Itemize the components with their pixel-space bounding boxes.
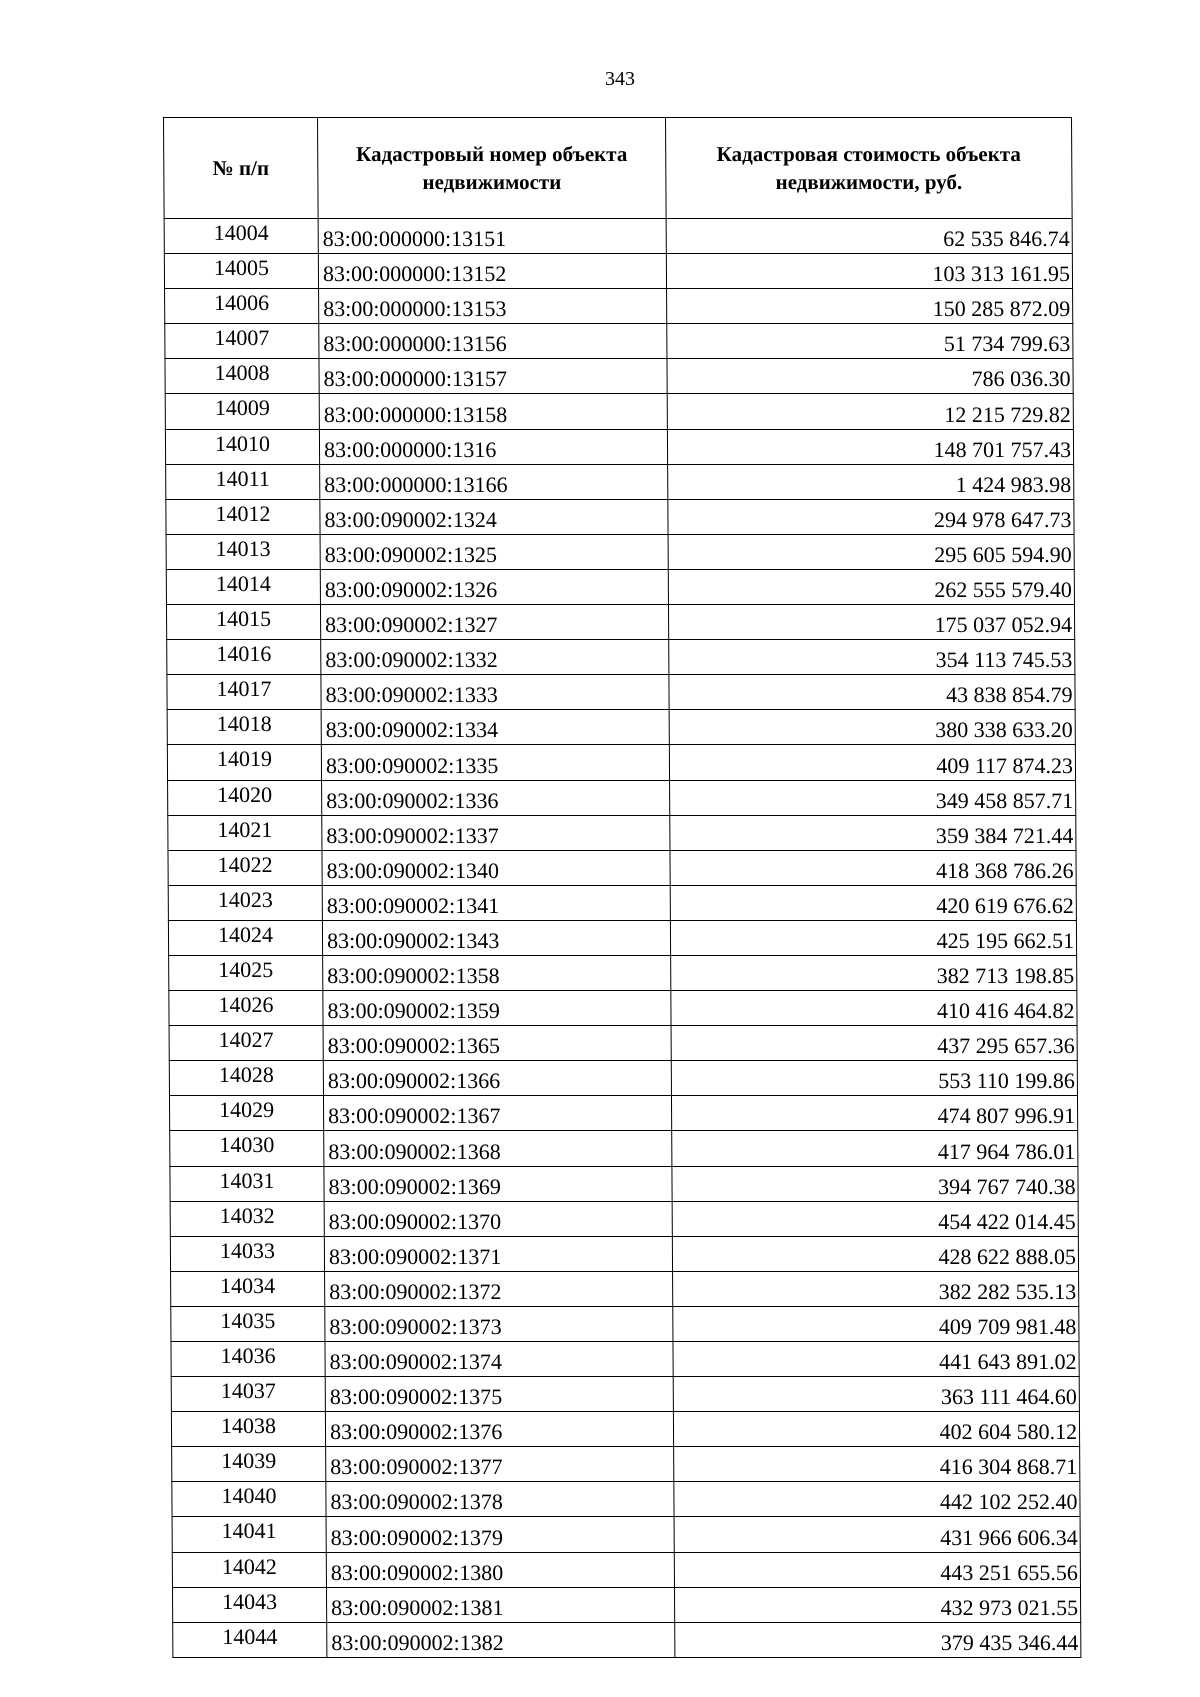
row-number-cell: 14008 [165, 359, 319, 394]
cadastral-number-cell: 83:00:000000:13153 [319, 289, 667, 324]
cadastral-value-cell: 359 384 721.44 [670, 815, 1076, 850]
row-number-cell: 14018 [167, 710, 321, 745]
table-row [171, 1412, 1079, 1447]
table-row [172, 1587, 1080, 1622]
row-number-cell: 14023 [168, 885, 322, 920]
table-row [169, 1026, 1077, 1061]
cadastral-number-cell: 83:00:090002:1377 [326, 1447, 674, 1482]
cadastral-value-cell: 62 535 846.74 [666, 219, 1072, 254]
cadastral-value-cell: 416 304 868.71 [674, 1447, 1080, 1482]
cadastral-value-cell: 349 458 857.71 [670, 780, 1076, 815]
cadastral-number-cell: 83:00:090002:1333 [321, 675, 669, 710]
cadastral-number-cell: 83:00:090002:1335 [321, 745, 669, 780]
cadastral-number-cell: 83:00:090002:1359 [323, 991, 671, 1026]
table-row [164, 219, 1072, 254]
cadastral-value-cell: 432 973 021.55 [674, 1587, 1080, 1622]
cadastral-value-cell: 786 036.30 [667, 359, 1073, 394]
row-number-cell: 14007 [165, 324, 319, 359]
table-row [170, 1131, 1078, 1166]
cadastral-number-cell: 83:00:000000:13166 [320, 464, 668, 499]
table-row [169, 991, 1077, 1026]
cadastral-number-cell: 83:00:090002:1341 [322, 885, 670, 920]
table-row [165, 429, 1073, 464]
row-number-cell: 14014 [166, 569, 320, 604]
cadastral-value-cell: 175 037 052.94 [668, 605, 1074, 640]
table-row [171, 1271, 1079, 1306]
cadastral-number-cell: 83:00:000000:13157 [319, 359, 667, 394]
table-row [166, 605, 1074, 640]
row-number-cell: 14037 [171, 1377, 325, 1412]
table-row [172, 1552, 1080, 1587]
cadastral-value-cell: 379 435 346.44 [675, 1622, 1081, 1657]
cadastral-value-cell: 431 966 606.34 [674, 1517, 1080, 1552]
cadastral-number-cell: 83:00:090002:1332 [321, 640, 669, 675]
cadastral-number-cell: 83:00:090002:1372 [325, 1271, 673, 1306]
table-row [165, 289, 1073, 324]
header-cadastral-number: Кадастровый номер объекта недвижимости [318, 118, 667, 219]
row-number-cell: 14004 [164, 219, 318, 254]
cadastral-value-cell: 354 113 745.53 [669, 640, 1075, 675]
row-number-cell: 14024 [168, 920, 322, 955]
cadastral-table-container [163, 117, 1081, 1658]
cadastral-value-cell: 103 313 161.95 [666, 254, 1072, 289]
row-number-cell: 14038 [171, 1412, 325, 1447]
cadastral-value-cell: 454 422 014.45 [672, 1201, 1078, 1236]
cadastral-number-cell: 83:00:090002:1358 [323, 955, 671, 990]
row-number-cell: 14026 [169, 991, 323, 1026]
cadastral-number-cell: 83:00:090002:1367 [323, 1096, 671, 1131]
table-row [172, 1517, 1080, 1552]
cadastral-value-cell: 363 111 464.60 [673, 1377, 1079, 1412]
row-number-cell: 14027 [169, 1026, 323, 1061]
cadastral-value-cell: 409 709 981.48 [673, 1306, 1079, 1341]
cadastral-number-cell: 83:00:000000:13158 [319, 394, 667, 429]
table-row [165, 359, 1073, 394]
row-number-cell: 14012 [166, 499, 320, 534]
cadastral-number-cell: 83:00:090002:1326 [320, 569, 668, 604]
cadastral-value-cell: 441 643 891.02 [673, 1342, 1079, 1377]
row-number-cell: 14029 [169, 1096, 323, 1131]
table-row [169, 1096, 1077, 1131]
cadastral-value-cell: 148 701 757.43 [667, 429, 1073, 464]
cadastral-value-cell: 442 102 252.40 [674, 1482, 1080, 1517]
header-row-number: № п/п [164, 118, 319, 219]
row-number-cell: 14039 [172, 1447, 326, 1482]
cadastral-value-cell: 409 117 874.23 [669, 745, 1075, 780]
table-row [171, 1342, 1079, 1377]
cadastral-number-cell: 83:00:090002:1378 [326, 1482, 674, 1517]
cadastral-number-cell: 83:00:090002:1334 [321, 710, 669, 745]
cadastral-number-cell: 83:00:090002:1337 [322, 815, 670, 850]
cadastral-number-cell: 83:00:090002:1380 [326, 1552, 674, 1587]
cadastral-value-cell: 394 767 740.38 [672, 1166, 1078, 1201]
cadastral-number-cell: 83:00:090002:1379 [326, 1517, 674, 1552]
table-row [172, 1447, 1080, 1482]
row-number-cell: 14010 [165, 429, 319, 464]
cadastral-value-cell: 425 195 662.51 [670, 920, 1076, 955]
table-row [166, 569, 1074, 604]
row-number-cell: 14042 [172, 1552, 326, 1587]
row-number-cell: 14035 [171, 1306, 325, 1341]
table-row [169, 1061, 1077, 1096]
table-row [170, 1201, 1078, 1236]
cadastral-value-cell: 294 978 647.73 [668, 499, 1074, 534]
table-row [166, 464, 1074, 499]
row-number-cell: 14006 [165, 289, 319, 324]
table-row [171, 1306, 1079, 1341]
table-row [168, 885, 1076, 920]
cadastral-number-cell: 83:00:090002:1374 [325, 1342, 673, 1377]
table-header-row [164, 118, 1073, 219]
cadastral-number-cell: 83:00:090002:1365 [323, 1026, 671, 1061]
cadastral-value-cell: 553 110 199.86 [671, 1061, 1077, 1096]
cadastral-value-cell: 474 807 996.91 [671, 1096, 1077, 1131]
cadastral-value-cell: 43 838 854.79 [669, 675, 1075, 710]
row-number-cell: 14025 [169, 955, 323, 990]
cadastral-number-cell: 83:00:090002:1324 [320, 499, 668, 534]
row-number-cell: 14043 [172, 1587, 326, 1622]
row-number-cell: 14041 [172, 1517, 326, 1552]
cadastral-value-cell: 418 368 786.26 [670, 850, 1076, 885]
cadastral-number-cell: 83:00:000000:13152 [318, 254, 666, 289]
cadastral-value-cell: 382 713 198.85 [671, 955, 1077, 990]
cadastral-value-cell: 12 215 729.82 [667, 394, 1073, 429]
row-number-cell: 14020 [168, 780, 322, 815]
table-row [165, 324, 1073, 359]
row-number-cell: 14036 [171, 1342, 325, 1377]
table-row [172, 1482, 1080, 1517]
cadastral-value-cell: 402 604 580.12 [673, 1412, 1079, 1447]
cadastral-value-cell: 262 555 579.40 [668, 569, 1074, 604]
row-number-cell: 14015 [166, 605, 320, 640]
table-row [169, 955, 1077, 990]
table-row [167, 710, 1075, 745]
cadastral-number-cell: 83:00:000000:1316 [319, 429, 667, 464]
cadastral-value-cell: 1 424 983.98 [668, 464, 1074, 499]
table-row [164, 254, 1072, 289]
row-number-cell: 14030 [170, 1131, 324, 1166]
table-row [167, 745, 1075, 780]
table-row [167, 640, 1075, 675]
table-row [166, 499, 1074, 534]
cadastral-value-cell: 443 251 655.56 [674, 1552, 1080, 1587]
cadastral-value-table [163, 117, 1081, 1658]
table-row [168, 850, 1076, 885]
cadastral-number-cell: 83:00:000000:13156 [319, 324, 667, 359]
table-row [167, 675, 1075, 710]
cadastral-number-cell: 83:00:090002:1327 [320, 605, 668, 640]
cadastral-number-cell: 83:00:090002:1366 [323, 1061, 671, 1096]
table-row [166, 534, 1074, 569]
row-number-cell: 14044 [173, 1622, 327, 1657]
table-row [165, 394, 1073, 429]
cadastral-number-cell: 83:00:090002:1382 [327, 1622, 675, 1657]
cadastral-value-cell: 51 734 799.63 [667, 324, 1073, 359]
cadastral-value-cell: 410 416 464.82 [671, 991, 1077, 1026]
cadastral-value-cell: 380 338 633.20 [669, 710, 1075, 745]
header-cadastral-value: Кадастровая стоимость объекта недвижимости, руб. [666, 118, 1073, 219]
cadastral-number-cell: 83:00:090002:1381 [326, 1587, 674, 1622]
cadastral-number-cell: 83:00:090002:1368 [324, 1131, 672, 1166]
cadastral-number-cell: 83:00:090002:1343 [322, 920, 670, 955]
cadastral-value-cell: 428 622 888.05 [672, 1236, 1078, 1271]
cadastral-value-cell: 150 285 872.09 [667, 289, 1073, 324]
row-number-cell: 14028 [169, 1061, 323, 1096]
page-number: 343 [605, 68, 635, 90]
row-number-cell: 14005 [164, 254, 318, 289]
row-number-cell: 14013 [166, 534, 320, 569]
table-row [170, 1166, 1078, 1201]
cadastral-value-cell: 417 964 786.01 [672, 1131, 1078, 1166]
cadastral-number-cell: 83:00:090002:1373 [325, 1306, 673, 1341]
cadastral-number-cell: 83:00:090002:1370 [324, 1201, 672, 1236]
cadastral-number-cell: 83:00:090002:1340 [322, 850, 670, 885]
cadastral-number-cell: 83:00:090002:1375 [325, 1377, 673, 1412]
row-number-cell: 14033 [170, 1236, 324, 1271]
cadastral-number-cell: 83:00:090002:1336 [322, 780, 670, 815]
table-row [171, 1377, 1079, 1412]
cadastral-number-cell: 83:00:090002:1369 [324, 1166, 672, 1201]
row-number-cell: 14009 [165, 394, 319, 429]
row-number-cell: 14022 [168, 850, 322, 885]
cadastral-value-cell: 295 605 594.90 [668, 534, 1074, 569]
row-number-cell: 14040 [172, 1482, 326, 1517]
row-number-cell: 14017 [167, 675, 321, 710]
table-body [164, 219, 1081, 1658]
table-row [168, 920, 1076, 955]
row-number-cell: 14031 [170, 1166, 324, 1201]
cadastral-number-cell: 83:00:090002:1325 [320, 534, 668, 569]
row-number-cell: 14011 [166, 464, 320, 499]
row-number-cell: 14034 [171, 1271, 325, 1306]
table-row [168, 815, 1076, 850]
cadastral-value-cell: 437 295 657.36 [671, 1026, 1077, 1061]
row-number-cell: 14032 [170, 1201, 324, 1236]
cadastral-value-cell: 382 282 535.13 [673, 1271, 1079, 1306]
table-row [168, 780, 1076, 815]
cadastral-number-cell: 83:00:000000:13151 [318, 219, 666, 254]
cadastral-number-cell: 83:00:090002:1371 [324, 1236, 672, 1271]
table-row [170, 1236, 1078, 1271]
row-number-cell: 14019 [167, 745, 321, 780]
row-number-cell: 14021 [168, 815, 322, 850]
row-number-cell: 14016 [167, 640, 321, 675]
table-row [173, 1622, 1081, 1657]
cadastral-number-cell: 83:00:090002:1376 [325, 1412, 673, 1447]
cadastral-value-cell: 420 619 676.62 [670, 885, 1076, 920]
